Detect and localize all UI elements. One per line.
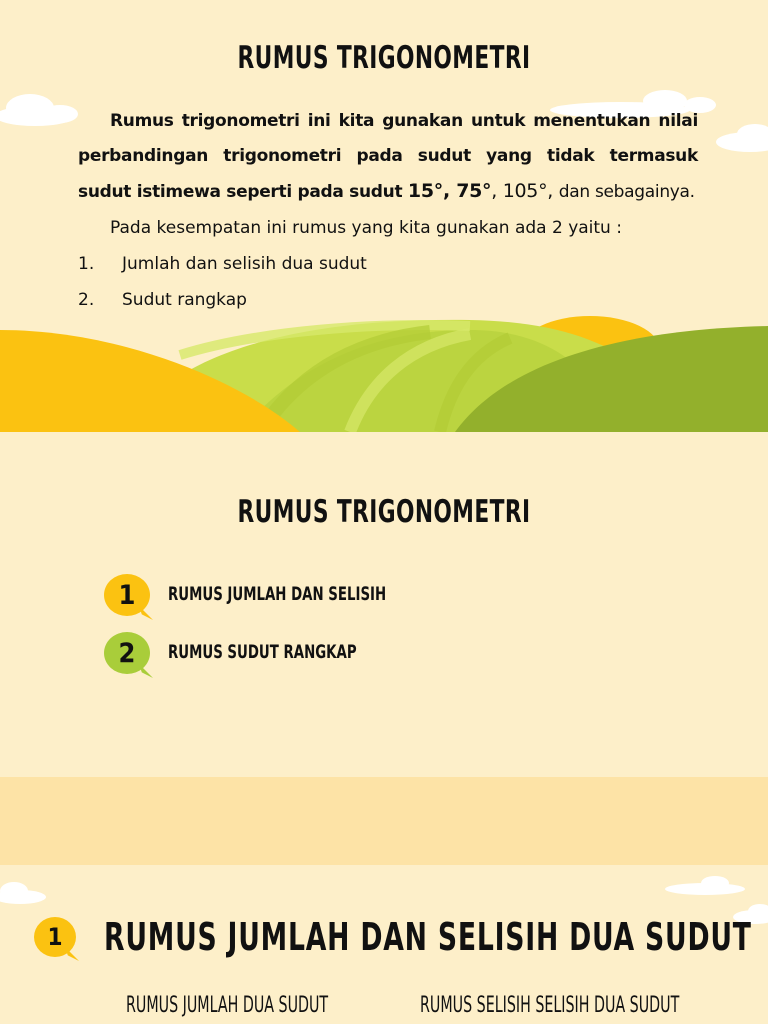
cloud-decoration <box>0 882 46 904</box>
list-item <box>78 290 247 310</box>
slide1-paragraph-2 <box>78 210 698 246</box>
paragraph-1-text: Rumus trigonometri ini kita gunakan untuk menentukan nilai perbandingan trigonometri pada sudut yang tidak termasuk sudut istimewa seperti pada sudut <box>78 111 698 202</box>
cloud-decoration <box>0 94 78 126</box>
slide1-title: RUMUS TRIGONOMETRI <box>237 40 531 76</box>
landscape-hills <box>0 316 768 432</box>
list-number: 1. <box>78 254 95 274</box>
number-bubble-1: 1 <box>104 574 150 616</box>
paragraph-2-text: Pada kesempatan ini rumus yang kita gunakan ada 2 yaitu : <box>110 218 622 238</box>
degrees-plain: , 105°, <box>491 180 559 202</box>
number-bubble-2: 2 <box>104 632 150 674</box>
slide-3 <box>0 865 768 1024</box>
slide-2 <box>0 432 768 777</box>
list-item <box>78 254 367 274</box>
degrees-bold: 15°, 75° <box>407 180 492 202</box>
list-text: Jumlah dan selisih dua sudut <box>122 254 367 274</box>
right-heading: RUMUS SELISIH SELISIH DUA SUDUT <box>420 993 680 1018</box>
slide2-title: RUMUS TRIGONOMETRI <box>237 494 531 530</box>
section-number-bubble: 1 <box>34 917 76 957</box>
cloud-decoration <box>665 876 745 895</box>
list-text: Sudut rangkap <box>122 290 247 310</box>
slide-1 <box>0 0 768 432</box>
divider-band <box>0 777 768 865</box>
cloud-decoration <box>716 124 768 152</box>
slide3-title: RUMUS JUMLAH DAN SELISIH DUA SUDUT <box>104 915 752 959</box>
list-number: 2. <box>78 290 95 310</box>
left-heading: RUMUS JUMLAH DUA SUDUT <box>126 993 329 1018</box>
item-label-1: RUMUS JUMLAH DAN SELISIH <box>168 583 387 605</box>
paragraph-1-tail: dan sebagainya. <box>558 182 695 202</box>
slide1-paragraph-1 <box>78 104 698 210</box>
item-label-2: RUMUS SUDUT RANGKAP <box>168 641 357 663</box>
